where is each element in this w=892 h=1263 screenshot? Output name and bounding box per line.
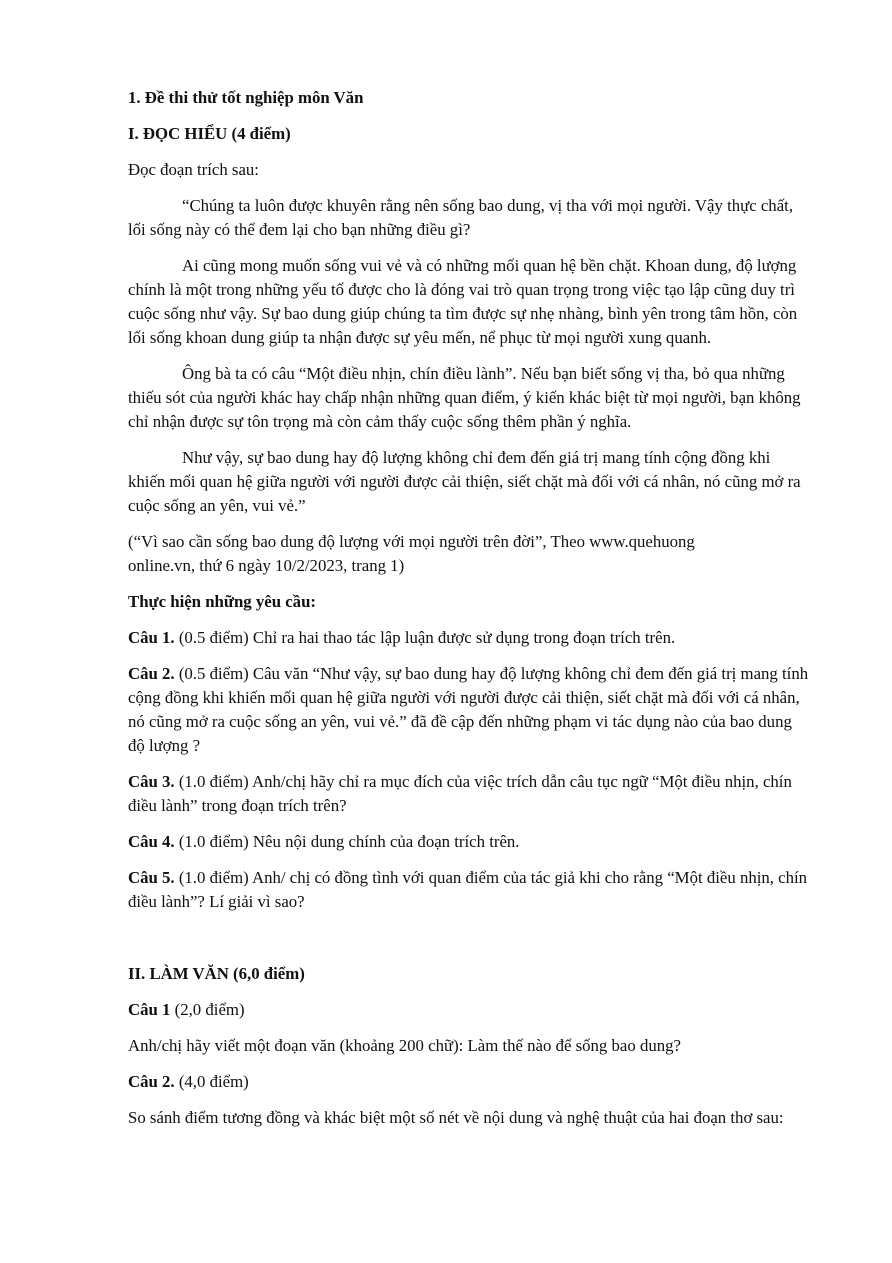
question-label: Câu 1 [128, 1000, 171, 1019]
reading-intro: Đọc đoạn trích sau: [128, 160, 259, 179]
part1-title: I. ĐỌC HIỂU (4 điểm) [128, 124, 291, 143]
question-label: Câu 2. [128, 1072, 175, 1091]
question-2 [128, 662, 810, 758]
question-text: (0.5 điểm) Câu văn “Như vậy, sự bao dung hay độ lượng không chỉ đem đến giá trị mang tính cộng đồng khi khiến mối quan hệ giữa người với người được cải thiện, siết chặt mà đối với cá nhân, nó cũng mở ra cuộc sống an yên, vui vẻ.” đã đề cập đến những phạm vi tác dụng nào của bao dung độ lượng ? [128, 664, 809, 755]
question-1 [128, 626, 810, 650]
tasks-title: Thực hiện những yêu cầu: [128, 592, 316, 611]
question-4 [128, 830, 810, 854]
question-label: Câu 4. [128, 832, 175, 851]
passage-paragraph: “Chúng ta luôn được khuyên rằng nên sống bao dung, vị tha với mọi người. Vậy thực chất, lối sống này có thể đem lại cho bạn những điều gì? [128, 196, 794, 239]
question-label: Câu 1. [128, 628, 175, 647]
question-text: (1.0 điểm) Nêu nội dung chính của đoạn trích trên. [174, 832, 520, 851]
question-label: Câu 5. [128, 868, 175, 887]
passage-paragraph: Ông bà ta có câu “Một điều nhịn, chín điều lành”. Nếu bạn biết sống vị tha, bỏ qua những thiếu sót của người khác hay chấp nhận những quan điểm, ý kiến khác biệt từ mọi người, bạn không chỉ nhận được sự tôn trọng mà còn cảm thấy cuộc sống thêm phần ý nghĩa. [128, 364, 801, 431]
writing-question-1 [128, 998, 810, 1022]
passage-paragraph: Ai cũng mong muốn sống vui vẻ và có những mối quan hệ bền chặt. Khoan dung, độ lượng chính là một trong những yếu tố được cho là đóng vai trò quan trọng trong việc tạo lập cũng duy trì cuộc sống như vậy. Sự bao dung giúp chúng ta tìm được sự nhẹ nhàng, bình yên trong tâm hồn, còn lối sống khoan dung giúp ta nhận được sự yêu mến, nể phục từ mọi người xung quanh. [128, 256, 798, 347]
question-label: Câu 3. [128, 772, 175, 791]
part2-title: II. LÀM VĂN (6,0 điểm) [128, 964, 305, 983]
passage-source: (“Vì sao cần sống bao dung độ lượng với mọi người trên đời”, Theo www.quehuong online.vn, thứ 6 ngày 10/2/2023, trang 1) [128, 532, 695, 575]
writing-question-1-text: Anh/chị hãy viết một đoạn văn (khoảng 200 chữ): Làm thế nào để sống bao dung? [128, 1036, 681, 1055]
writing-question-2-text: So sánh điểm tương đồng và khác biệt một số nét về nội dung và nghệ thuật của hai đoạn thơ sau: [128, 1108, 784, 1127]
writing-question-2 [128, 1070, 810, 1094]
question-points: (2,0 điểm) [170, 1000, 245, 1019]
question-points: (4,0 điểm) [174, 1072, 249, 1091]
question-5 [128, 866, 810, 914]
question-text: (0.5 điểm) Chỉ ra hai thao tác lập luận được sử dụng trong đoạn trích trên. [174, 628, 676, 647]
question-label: Câu 2. [128, 664, 175, 683]
passage-paragraph: Như vậy, sự bao dung hay độ lượng không chỉ đem đến giá trị mang tính cộng đồng khi khiến mối quan hệ giữa người với người được cải thiện, siết chặt mà đối với cá nhân, nó cũng mở ra cuộc sống an yên, vui vẻ.” [128, 448, 801, 515]
document-page [128, 86, 810, 1130]
doc-heading: 1. Đề thi thử tốt nghiệp môn Văn [128, 88, 364, 107]
question-3 [128, 770, 810, 818]
question-text: (1.0 điểm) Anh/chị hãy chỉ ra mục đích của việc trích dẫn câu tục ngữ “Một điều nhịn, chín điều lành” trong đoạn trích trên? [128, 772, 792, 815]
question-text: (1.0 điểm) Anh/ chị có đồng tình với quan điểm của tác giả khi cho rằng “Một điều nhịn, chín điều lành”? Lí giải vì sao? [128, 868, 808, 911]
